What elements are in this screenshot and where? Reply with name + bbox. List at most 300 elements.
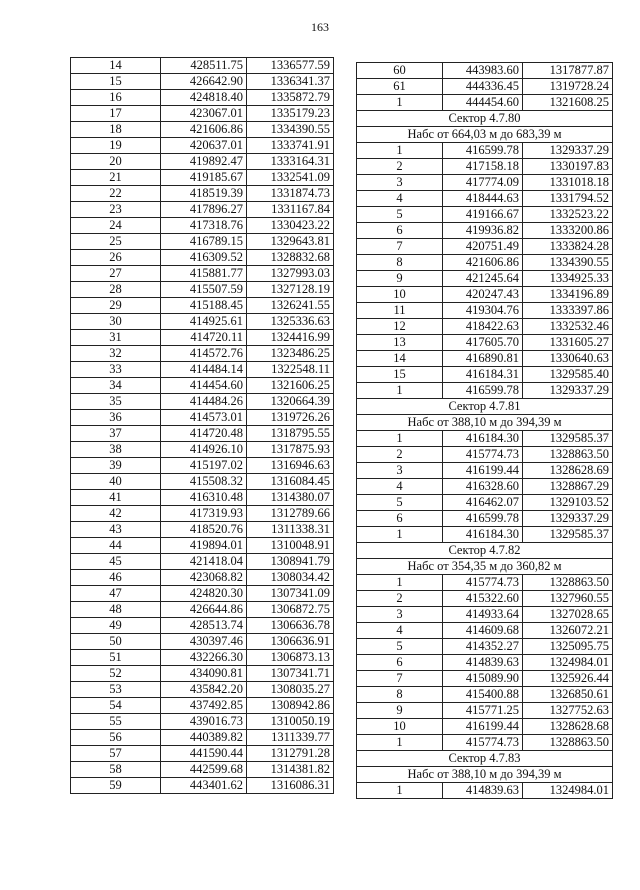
sector-header: Набс от 388,10 м до 394,39 м [357, 415, 613, 431]
table-row [357, 511, 613, 527]
x-coordinate-cell: 440389.82 [161, 730, 247, 746]
x-coordinate-cell: 415197.02 [161, 458, 247, 474]
sector-header-row [357, 767, 613, 783]
y-coordinate-cell: 1329103.52 [523, 495, 613, 511]
sector-header: Сектор 4.7.83 [357, 751, 613, 767]
x-coordinate-cell: 416599.78 [443, 511, 523, 527]
point-number-cell: 47 [71, 586, 161, 602]
point-number-cell: 26 [71, 250, 161, 266]
point-number-cell: 1 [357, 783, 443, 799]
y-coordinate-cell: 1333824.28 [523, 239, 613, 255]
x-coordinate-cell: 420751.49 [443, 239, 523, 255]
point-number-cell: 45 [71, 554, 161, 570]
x-coordinate-cell: 415774.73 [443, 575, 523, 591]
table-row [71, 666, 334, 682]
table-row [71, 586, 334, 602]
table-row [71, 442, 334, 458]
x-coordinate-cell: 443983.60 [443, 63, 523, 79]
x-coordinate-cell: 416599.78 [443, 383, 523, 399]
table-row [357, 607, 613, 623]
x-coordinate-cell: 415089.90 [443, 671, 523, 687]
point-number-cell: 56 [71, 730, 161, 746]
y-coordinate-cell: 1325336.63 [247, 314, 334, 330]
point-number-cell: 1 [357, 575, 443, 591]
table-row [71, 410, 334, 426]
table-row [357, 687, 613, 703]
y-coordinate-cell: 1335179.23 [247, 106, 334, 122]
point-number-cell: 24 [71, 218, 161, 234]
sector-header: Набс от 388,10 м до 394,39 м [357, 767, 613, 783]
page-number: 163 [311, 20, 329, 34]
x-coordinate-cell: 428513.74 [161, 618, 247, 634]
y-coordinate-cell: 1333200.86 [523, 223, 613, 239]
table-row [357, 655, 613, 671]
y-coordinate-cell: 1327752.63 [523, 703, 613, 719]
table-row [71, 538, 334, 554]
table-row [357, 175, 613, 191]
y-coordinate-cell: 1319728.24 [523, 79, 613, 95]
x-coordinate-cell: 417774.09 [443, 175, 523, 191]
x-coordinate-cell: 415774.73 [443, 735, 523, 751]
x-coordinate-cell: 421606.86 [443, 255, 523, 271]
x-coordinate-cell: 417896.27 [161, 202, 247, 218]
sector-header: Набс от 354,35 м до 360,82 м [357, 559, 613, 575]
table-row [357, 63, 613, 79]
y-coordinate-cell: 1310050.19 [247, 714, 334, 730]
y-coordinate-cell: 1331018.18 [523, 175, 613, 191]
point-number-cell: 1 [357, 95, 443, 111]
table-row [357, 463, 613, 479]
table-row [71, 426, 334, 442]
point-number-cell: 2 [357, 159, 443, 175]
sector-header-row [357, 399, 613, 415]
point-number-cell: 22 [71, 186, 161, 202]
x-coordinate-cell: 434090.81 [161, 666, 247, 682]
y-coordinate-cell: 1308941.79 [247, 554, 334, 570]
point-number-cell: 5 [357, 639, 443, 655]
y-coordinate-cell: 1307341.09 [247, 586, 334, 602]
table-row [71, 394, 334, 410]
point-number-cell: 21 [71, 170, 161, 186]
table-row [71, 522, 334, 538]
x-coordinate-cell: 419892.47 [161, 154, 247, 170]
table-row [71, 474, 334, 490]
point-number-cell: 1 [357, 143, 443, 159]
table-row [357, 159, 613, 175]
x-coordinate-cell: 416199.44 [443, 463, 523, 479]
x-coordinate-cell: 418520.76 [161, 522, 247, 538]
y-coordinate-cell: 1321606.25 [247, 378, 334, 394]
x-coordinate-cell: 423067.01 [161, 106, 247, 122]
y-coordinate-cell: 1328628.68 [523, 719, 613, 735]
table-row [71, 458, 334, 474]
x-coordinate-cell: 428511.75 [161, 58, 247, 74]
table-row [357, 95, 613, 111]
x-coordinate-cell: 435842.20 [161, 682, 247, 698]
x-coordinate-cell: 415188.45 [161, 298, 247, 314]
x-coordinate-cell: 416462.07 [443, 495, 523, 511]
point-number-cell: 34 [71, 378, 161, 394]
point-number-cell: 52 [71, 666, 161, 682]
y-coordinate-cell: 1332532.46 [523, 319, 613, 335]
point-number-cell: 54 [71, 698, 161, 714]
x-coordinate-cell: 415322.60 [443, 591, 523, 607]
point-number-cell: 2 [357, 591, 443, 607]
x-coordinate-cell: 414839.63 [443, 655, 523, 671]
y-coordinate-cell: 1326850.61 [523, 687, 613, 703]
table-row [357, 239, 613, 255]
y-coordinate-cell: 1311338.31 [247, 522, 334, 538]
y-coordinate-cell: 1330197.83 [523, 159, 613, 175]
y-coordinate-cell: 1330640.63 [523, 351, 613, 367]
y-coordinate-cell: 1312791.28 [247, 746, 334, 762]
y-coordinate-cell: 1320664.39 [247, 394, 334, 410]
table-row [357, 271, 613, 287]
point-number-cell: 19 [71, 138, 161, 154]
point-number-cell: 50 [71, 634, 161, 650]
sector-header-row [357, 543, 613, 559]
point-number-cell: 7 [357, 239, 443, 255]
point-number-cell: 57 [71, 746, 161, 762]
table-row [357, 719, 613, 735]
point-number-cell: 28 [71, 282, 161, 298]
x-coordinate-cell: 414926.10 [161, 442, 247, 458]
table-row [357, 591, 613, 607]
table-row [71, 730, 334, 746]
table-row [71, 698, 334, 714]
y-coordinate-cell: 1336577.59 [247, 58, 334, 74]
table-row [71, 266, 334, 282]
point-number-cell: 15 [71, 74, 161, 90]
x-coordinate-cell: 426644.86 [161, 602, 247, 618]
point-number-cell: 33 [71, 362, 161, 378]
x-coordinate-cell: 419894.01 [161, 538, 247, 554]
point-number-cell: 1 [357, 527, 443, 543]
x-coordinate-cell: 421245.64 [443, 271, 523, 287]
x-coordinate-cell: 414573.01 [161, 410, 247, 426]
y-coordinate-cell: 1310048.91 [247, 538, 334, 554]
point-number-cell: 14 [71, 58, 161, 74]
point-number-cell: 14 [357, 351, 443, 367]
table-row [71, 298, 334, 314]
point-number-cell: 61 [357, 79, 443, 95]
x-coordinate-cell: 414572.76 [161, 346, 247, 362]
y-coordinate-cell: 1324984.01 [523, 783, 613, 799]
point-number-cell: 16 [71, 90, 161, 106]
y-coordinate-cell: 1328832.68 [247, 250, 334, 266]
point-number-cell: 29 [71, 298, 161, 314]
point-number-cell: 4 [357, 479, 443, 495]
x-coordinate-cell: 417318.76 [161, 218, 247, 234]
x-coordinate-cell: 418519.39 [161, 186, 247, 202]
x-coordinate-cell: 414484.26 [161, 394, 247, 410]
sector-header-row [357, 111, 613, 127]
point-number-cell: 44 [71, 538, 161, 554]
sector-header: Сектор 4.7.82 [357, 543, 613, 559]
point-number-cell: 49 [71, 618, 161, 634]
table-row [71, 218, 334, 234]
y-coordinate-cell: 1329585.37 [523, 527, 613, 543]
y-coordinate-cell: 1311339.77 [247, 730, 334, 746]
y-coordinate-cell: 1326241.55 [247, 298, 334, 314]
point-number-cell: 13 [357, 335, 443, 351]
x-coordinate-cell: 415507.59 [161, 282, 247, 298]
x-coordinate-cell: 415774.73 [443, 447, 523, 463]
y-coordinate-cell: 1323486.25 [247, 346, 334, 362]
x-coordinate-cell: 419166.67 [443, 207, 523, 223]
point-number-cell: 25 [71, 234, 161, 250]
x-coordinate-cell: 418422.63 [443, 319, 523, 335]
y-coordinate-cell: 1332523.22 [523, 207, 613, 223]
x-coordinate-cell: 419304.76 [443, 303, 523, 319]
table-row [71, 74, 334, 90]
table-row [71, 554, 334, 570]
x-coordinate-cell: 415881.77 [161, 266, 247, 282]
point-number-cell: 6 [357, 223, 443, 239]
y-coordinate-cell: 1306636.78 [247, 618, 334, 634]
point-number-cell: 51 [71, 650, 161, 666]
point-number-cell: 40 [71, 474, 161, 490]
table-row [71, 154, 334, 170]
y-coordinate-cell: 1329585.40 [523, 367, 613, 383]
table-row [71, 778, 334, 794]
y-coordinate-cell: 1308035.27 [247, 682, 334, 698]
y-coordinate-cell: 1316946.63 [247, 458, 334, 474]
y-coordinate-cell: 1335872.79 [247, 90, 334, 106]
table-row [357, 383, 613, 399]
y-coordinate-cell: 1321608.25 [523, 95, 613, 111]
y-coordinate-cell: 1306636.91 [247, 634, 334, 650]
y-coordinate-cell: 1328863.50 [523, 735, 613, 751]
point-number-cell: 35 [71, 394, 161, 410]
y-coordinate-cell: 1324416.99 [247, 330, 334, 346]
point-number-cell: 23 [71, 202, 161, 218]
point-number-cell: 17 [71, 106, 161, 122]
point-number-cell: 42 [71, 506, 161, 522]
y-coordinate-cell: 1308034.42 [247, 570, 334, 586]
x-coordinate-cell: 442599.68 [161, 762, 247, 778]
y-coordinate-cell: 1331794.52 [523, 191, 613, 207]
y-coordinate-cell: 1312789.66 [247, 506, 334, 522]
table-row [71, 314, 334, 330]
point-number-cell: 1 [357, 383, 443, 399]
point-number-cell: 32 [71, 346, 161, 362]
point-number-cell: 36 [71, 410, 161, 426]
y-coordinate-cell: 1328628.69 [523, 463, 613, 479]
point-number-cell: 58 [71, 762, 161, 778]
point-number-cell: 1 [357, 735, 443, 751]
table-row [357, 79, 613, 95]
table-row [357, 351, 613, 367]
y-coordinate-cell: 1330423.22 [247, 218, 334, 234]
y-coordinate-cell: 1316086.31 [247, 778, 334, 794]
point-number-cell: 55 [71, 714, 161, 730]
y-coordinate-cell: 1329337.29 [523, 143, 613, 159]
point-number-cell: 9 [357, 271, 443, 287]
table-row [357, 783, 613, 799]
x-coordinate-cell: 414720.11 [161, 330, 247, 346]
table-row [71, 122, 334, 138]
point-number-cell: 31 [71, 330, 161, 346]
point-number-cell: 48 [71, 602, 161, 618]
table-row [357, 703, 613, 719]
y-coordinate-cell: 1334196.89 [523, 287, 613, 303]
table-row [71, 170, 334, 186]
x-coordinate-cell: 415771.25 [443, 703, 523, 719]
x-coordinate-cell: 419185.67 [161, 170, 247, 186]
table-row [71, 490, 334, 506]
y-coordinate-cell: 1329337.29 [523, 511, 613, 527]
y-coordinate-cell: 1324984.01 [523, 655, 613, 671]
y-coordinate-cell: 1331167.84 [247, 202, 334, 218]
point-number-cell: 30 [71, 314, 161, 330]
table-row [357, 143, 613, 159]
table-row [357, 495, 613, 511]
sector-header: Сектор 4.7.80 [357, 111, 613, 127]
point-number-cell: 5 [357, 207, 443, 223]
point-number-cell: 6 [357, 511, 443, 527]
x-coordinate-cell: 416184.30 [443, 527, 523, 543]
x-coordinate-cell: 416890.81 [443, 351, 523, 367]
x-coordinate-cell: 416310.48 [161, 490, 247, 506]
x-coordinate-cell: 432266.30 [161, 650, 247, 666]
x-coordinate-cell: 443401.62 [161, 778, 247, 794]
table-row [357, 479, 613, 495]
point-number-cell: 2 [357, 447, 443, 463]
table-row [71, 682, 334, 698]
point-number-cell: 11 [357, 303, 443, 319]
table-row [71, 634, 334, 650]
point-number-cell: 10 [357, 287, 443, 303]
point-number-cell: 8 [357, 687, 443, 703]
point-number-cell: 8 [357, 255, 443, 271]
point-number-cell: 20 [71, 154, 161, 170]
point-number-cell: 46 [71, 570, 161, 586]
y-coordinate-cell: 1319726.26 [247, 410, 334, 426]
point-number-cell: 3 [357, 463, 443, 479]
table-row [71, 570, 334, 586]
x-coordinate-cell: 416184.31 [443, 367, 523, 383]
table-row [71, 346, 334, 362]
table-row [71, 762, 334, 778]
point-number-cell: 39 [71, 458, 161, 474]
table-row [357, 191, 613, 207]
point-number-cell: 9 [357, 703, 443, 719]
table-row [357, 319, 613, 335]
y-coordinate-cell: 1333164.31 [247, 154, 334, 170]
point-number-cell: 3 [357, 607, 443, 623]
y-coordinate-cell: 1332541.09 [247, 170, 334, 186]
x-coordinate-cell: 415508.32 [161, 474, 247, 490]
y-coordinate-cell: 1336341.37 [247, 74, 334, 90]
x-coordinate-cell: 414933.64 [443, 607, 523, 623]
sector-header-row [357, 415, 613, 431]
y-coordinate-cell: 1316084.45 [247, 474, 334, 490]
x-coordinate-cell: 417605.70 [443, 335, 523, 351]
point-number-cell: 15 [357, 367, 443, 383]
table-row [71, 746, 334, 762]
y-coordinate-cell: 1317877.87 [523, 63, 613, 79]
table-row [71, 202, 334, 218]
y-coordinate-cell: 1334925.33 [523, 271, 613, 287]
x-coordinate-cell: 424820.30 [161, 586, 247, 602]
point-number-cell: 7 [357, 671, 443, 687]
point-number-cell: 41 [71, 490, 161, 506]
y-coordinate-cell: 1322548.11 [247, 362, 334, 378]
y-coordinate-cell: 1328863.50 [523, 575, 613, 591]
x-coordinate-cell: 419936.82 [443, 223, 523, 239]
table-row [357, 527, 613, 543]
table-row [71, 378, 334, 394]
x-coordinate-cell: 430397.46 [161, 634, 247, 650]
y-coordinate-cell: 1326072.21 [523, 623, 613, 639]
sector-header: Сектор 4.7.81 [357, 399, 613, 415]
table-row [357, 447, 613, 463]
x-coordinate-cell: 414609.68 [443, 623, 523, 639]
y-coordinate-cell: 1333397.86 [523, 303, 613, 319]
table-row [357, 367, 613, 383]
point-number-cell: 18 [71, 122, 161, 138]
point-number-cell: 1 [357, 431, 443, 447]
table-row [357, 303, 613, 319]
y-coordinate-cell: 1306873.13 [247, 650, 334, 666]
y-coordinate-cell: 1331605.27 [523, 335, 613, 351]
y-coordinate-cell: 1306872.75 [247, 602, 334, 618]
y-coordinate-cell: 1329585.37 [523, 431, 613, 447]
table-row [71, 250, 334, 266]
table-row [357, 335, 613, 351]
table-row [357, 431, 613, 447]
table-row [357, 623, 613, 639]
table-row [357, 639, 613, 655]
x-coordinate-cell: 421606.86 [161, 122, 247, 138]
y-coordinate-cell: 1334390.55 [247, 122, 334, 138]
point-number-cell: 53 [71, 682, 161, 698]
table-row [71, 90, 334, 106]
point-number-cell: 3 [357, 175, 443, 191]
table-row [71, 506, 334, 522]
point-number-cell: 6 [357, 655, 443, 671]
x-coordinate-cell: 417158.18 [443, 159, 523, 175]
table-row [357, 255, 613, 271]
x-coordinate-cell: 444454.60 [443, 95, 523, 111]
x-coordinate-cell: 415400.88 [443, 687, 523, 703]
x-coordinate-cell: 416184.30 [443, 431, 523, 447]
y-coordinate-cell: 1325926.44 [523, 671, 613, 687]
x-coordinate-cell: 417319.93 [161, 506, 247, 522]
table-row [71, 186, 334, 202]
table-row [71, 362, 334, 378]
x-coordinate-cell: 437492.85 [161, 698, 247, 714]
point-number-cell: 37 [71, 426, 161, 442]
x-coordinate-cell: 414720.48 [161, 426, 247, 442]
y-coordinate-cell: 1317875.93 [247, 442, 334, 458]
table-row [357, 671, 613, 687]
y-coordinate-cell: 1328863.50 [523, 447, 613, 463]
x-coordinate-cell: 416328.60 [443, 479, 523, 495]
x-coordinate-cell: 426642.90 [161, 74, 247, 90]
x-coordinate-cell: 421418.04 [161, 554, 247, 570]
y-coordinate-cell: 1327128.19 [247, 282, 334, 298]
table-row [71, 282, 334, 298]
y-coordinate-cell: 1325095.75 [523, 639, 613, 655]
y-coordinate-cell: 1331874.73 [247, 186, 334, 202]
x-coordinate-cell: 414454.60 [161, 378, 247, 394]
table-row [71, 618, 334, 634]
table-row [71, 234, 334, 250]
x-coordinate-cell: 441590.44 [161, 746, 247, 762]
sector-header-row [357, 559, 613, 575]
